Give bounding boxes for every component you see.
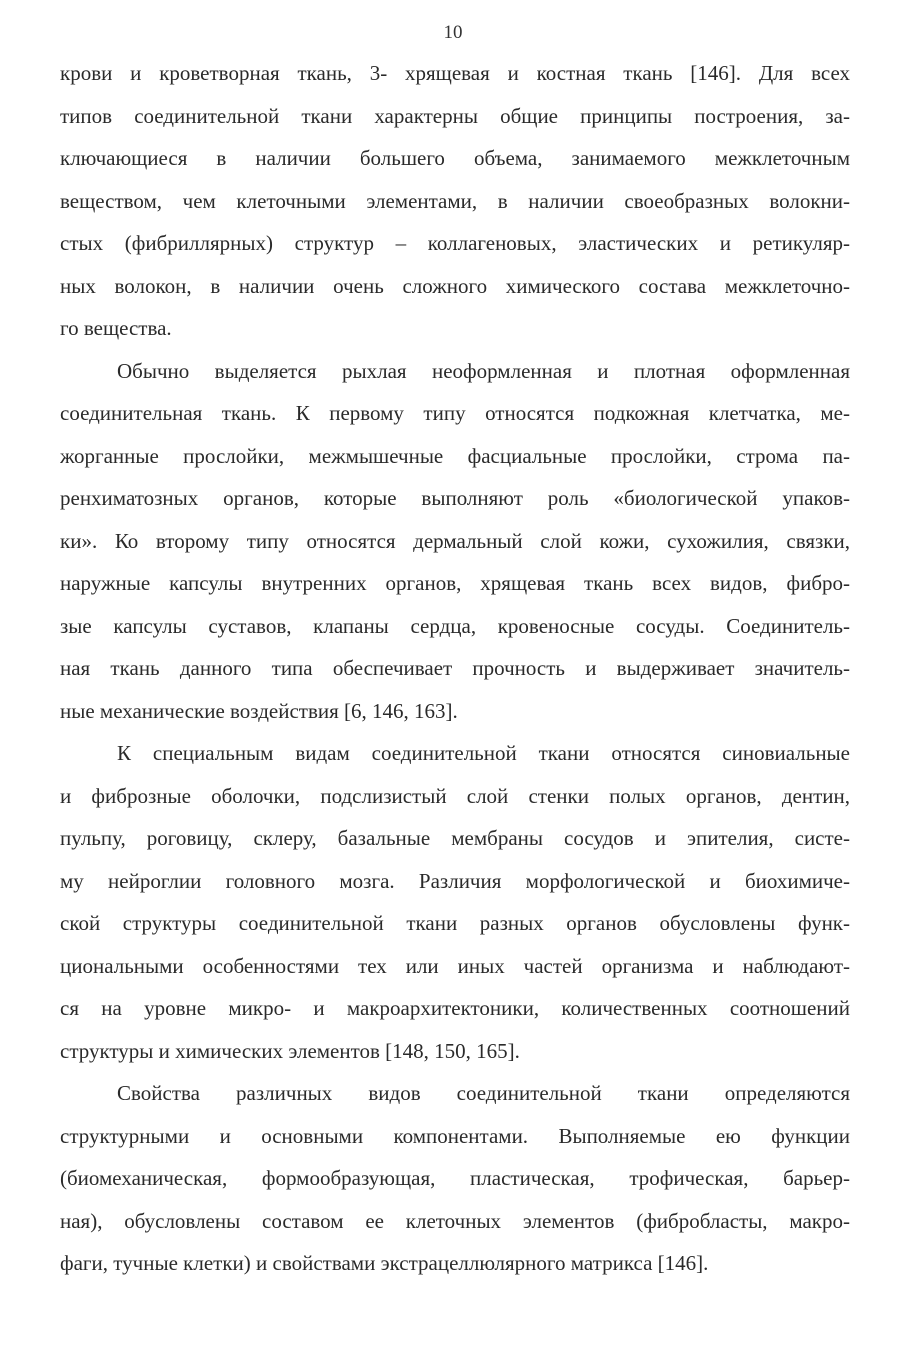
text-line: Свойства различных видов соединительной ткани определяются	[117, 1081, 850, 1105]
text-line: типов соединительной ткани характерны общие принципы построения, за-	[60, 103, 850, 128]
text-line: циональными особенностями тех или иных частей организма и наблюдают-	[60, 953, 850, 978]
text-line: ся на уровне микро- и макроархитектоники, количественных соотношений	[60, 996, 850, 1020]
text-line: ная), обусловлены составом ее клеточных элементов (фибробласты, макро-	[60, 1208, 850, 1233]
text-line: ные механические воздействия [6, 146, 163].	[60, 698, 458, 723]
text-line: ренхиматозных органов, которые выполняют роль «биологической упаков-	[60, 486, 850, 510]
text-line: и фиброзные оболочки, подслизистый слой стенки полых органов, дентин,	[60, 783, 850, 808]
text-line: ная ткань данного типа обеспечивает прочность и выдерживает значитель-	[60, 656, 850, 680]
text-line: крови и кроветворная ткань, 3- хрящевая и костная ткань [146]. Для всех	[60, 61, 850, 85]
text-line: (биомеханическая, формообразующая, пластическая, трофическая, барьер-	[60, 1166, 850, 1190]
text-line: ской структуры соединительной ткани разных органов обусловлены функ-	[60, 911, 850, 935]
text-line: стых (фибриллярных) структур – коллагеновых, эластических и ретикуляр-	[60, 231, 850, 255]
text-line: Обычно выделяется рыхлая неоформленная и плотная оформленная	[117, 358, 850, 383]
text-line: ключающиеся в наличии большего объема, занимаемого межклеточным	[60, 146, 850, 170]
page-number: 10	[443, 22, 463, 43]
text-line: зые капсулы суставов, клапаны сердца, кровеносные сосуды. Соединитель-	[60, 613, 850, 638]
text-line: веществом, чем клеточными элементами, в наличии своеобразных волокни-	[60, 188, 850, 213]
text-line: го вещества.	[60, 316, 172, 340]
text-line: соединительная ткань. К первому типу относятся подкожная клетчатка, ме-	[60, 401, 850, 425]
text-line: му нейроглии головного мозга. Различия морфологической и биохимиче-	[60, 868, 850, 893]
text-line: жорганные прослойки, межмышечные фасциальные прослойки, строма па-	[60, 443, 850, 468]
text-line: К специальным видам соединительной ткани относятся синовиальные	[117, 741, 850, 765]
text-line: фаги, тучные клетки) и свойствами экстрацеллюлярного матрикса [146].	[60, 1251, 709, 1275]
text-line: структуры и химических элементов [148, 150, 165].	[60, 1038, 520, 1063]
text-line: пульпу, роговицу, склеру, базальные мембраны сосудов и эпителия, систе-	[60, 826, 850, 850]
document-body	[60, 52, 850, 1285]
text-line: наружные капсулы внутренних органов, хрящевая ткань всех видов, фибро-	[60, 571, 850, 595]
text-line: структурными и основными компонентами. Выполняемые ею функции	[60, 1123, 850, 1148]
text-line: ки». Ко второму типу относятся дермальный слой кожи, сухожилия, связки,	[60, 528, 850, 553]
text-line: ных волокон, в наличии очень сложного химического состава межклеточно-	[60, 273, 850, 298]
